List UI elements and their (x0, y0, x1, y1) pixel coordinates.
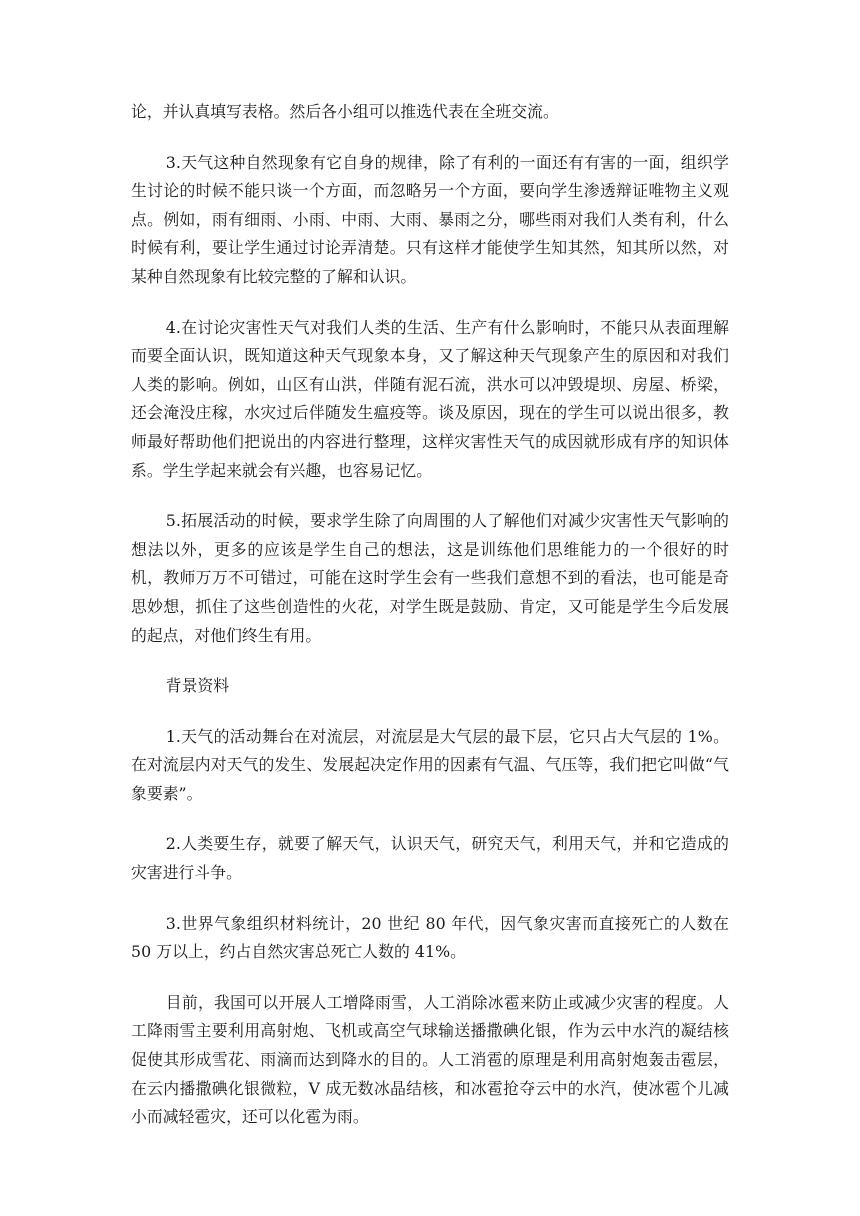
paragraph-point-5: 5.拓展活动的时候，要求学生除了向周围的人了解他们对减少灾害性天气影响的想法以外，更多的应该是学生自己的想法，这是训练他们思维能力的一个很好的时机，教师万万不可错过，可能在这时学生会有一些我们意想不到的看法，也可能是奇思妙想，抓住了这些创造性的火花，对学生既是鼓励、肯定，又可能是学生今后发展的起点，对他们终生有用。 (131, 511, 729, 645)
document-page (131, 98, 729, 1154)
background-point-1: 1.天气的活动舞台在对流层，对流层是大气层的最下层，它只占大气层的 1%。在对流层内对天气的发生、发展起决定作用的因素有气温、气压等，我们把它叫做“气象要素”。 (131, 726, 729, 803)
paragraph-point-4: 4.在讨论灾害性天气对我们人类的生活、生产有什么影响时，不能只从表面理解而要全面认识，既知道这种天气现象本身，又了解这种天气现象产生的原因和对我们人类的影响。例如，山区有山洪，伴随有泥石流，洪水可以冲毁堤坝、房屋、桥梁，还会淹没庄稼，水灾过后伴随发生瘟疫等。谈及原因，现在的学生可以说出很多，教师最好帮助他们把说出的内容进行整理，这样灾害性天气的成因就形成有序的知识体系。学生学起来就会有兴趣，也容易记忆。 (131, 317, 729, 480)
paragraph-continuation: 论，并认真填写表格。然后各小组可以推选代表在全班交流。 (131, 102, 559, 121)
paragraph-point-3: 3.天气这种自然现象有它自身的规律，除了有利的一面还有有害的一面，组织学生讨论的时候不能只谈一个方面，而忽略另一个方面，要向学生渗透辩证唯物主义观点。例如，雨有细雨、小雨、中雨、大雨、暴雨之分，哪些雨对我们人类有利，什么时候有利，要让学生通过讨论弄清楚。只有这样才能使学生知其然，知其所以然，对某种自然现象有比较完整的了解和认识。 (131, 152, 729, 286)
section-heading-background: 背景资料 (165, 676, 230, 696)
background-point-3: 3.世界气象组织材料统计，20 世纪 80 年代，因气象灾害而直接死亡的人数在 50 万以上，约占自然灾害总死亡人数的 41%。 (131, 913, 729, 962)
background-paragraph-current: 目前，我国可以开展人工增降雨雪，人工消除冰雹来防止或减少灾害的程度。人工降雨雪主要利用高射炮、飞机或高空气球输送播撒碘化银，作为云中水汽的凝结核促使其形成雪花、雨滴而达到降水的目的。人工消雹的原理是利用高射炮轰击雹层，在云内播撒碘化银微粒，V 成无数冰晶结核，和冰雹抢夺云中的水汽，使冰雹个儿减小而减轻雹灾，还可以化雹为雨。 (131, 992, 729, 1127)
background-point-2: 2.人类要生存，就要了解天气，认识天气，研究天气，利用天气，并和它造成的灾害进行斗争。 (131, 834, 729, 883)
